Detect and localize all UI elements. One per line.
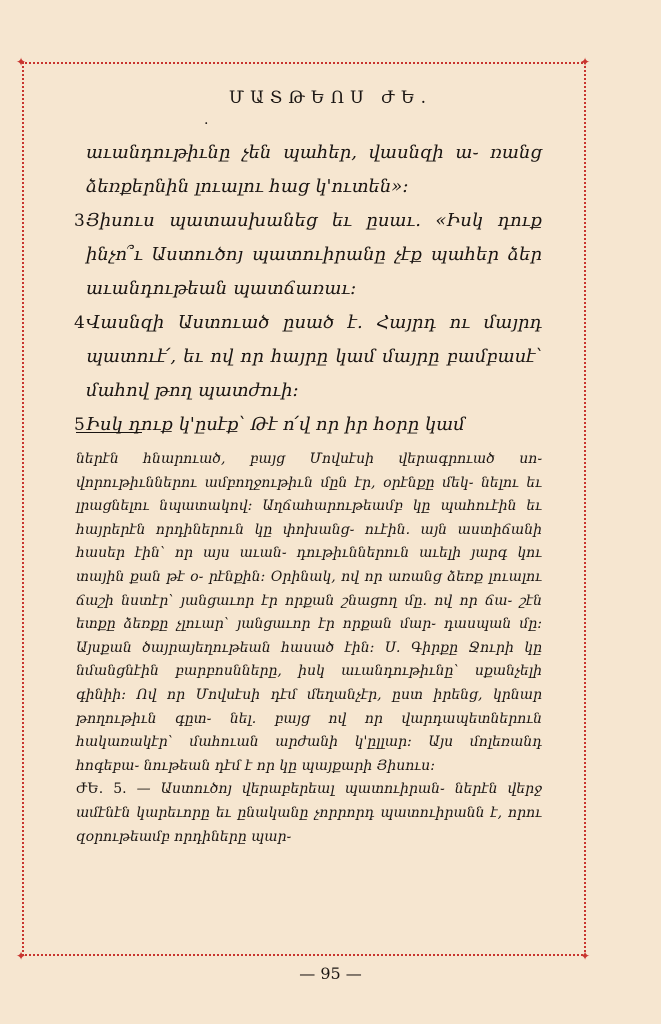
verse-number: 4	[74, 313, 85, 333]
border-corner-ornament: ✦	[580, 55, 591, 69]
verse-number: 3	[74, 211, 85, 231]
scripture-text	[74, 136, 542, 442]
border-corner-ornament: ✦	[580, 949, 591, 963]
verse-text: Իսկ դուք կ'ըսէք՝ Թէ ո՛վ որ իր հօրը կամ	[86, 414, 465, 435]
verse-5	[74, 408, 542, 442]
footnote-rule	[76, 432, 142, 433]
running-head: ՄԱՏԹԵՈՍ ԺԵ.	[228, 88, 433, 108]
border-corner-ornament: ✦	[16, 949, 27, 963]
footnotes	[76, 448, 542, 849]
verse-continuation: աւանդութիւնը չեն պահեր, վասնզի ա֊ ռանց ձեռքերնին լուալու հաց կ'ուտեն»։	[86, 142, 542, 197]
border-corner-ornament: ✦	[16, 55, 27, 69]
verse-4	[74, 306, 542, 408]
footnote-paragraph-2	[76, 778, 542, 849]
verse-text: Վասնզի Աստուած ըսած է. Հայրդ ու մայրդ պատուէ՛, եւ ով որ հայրը կամ մայրը բամբասէ՝ մահով թող պատժուի։	[86, 312, 542, 401]
footnote-reference: ԺԵ. 5.	[76, 781, 127, 798]
verse-3	[74, 204, 542, 306]
footnote-text: — Աստուծոյ վերաբերեալ պատուիրան֊ ներէն վերջ ամէնէն կարեւորը եւ ընականը չորրորդ պատուիրանն է, որու զօրութեամբ որդիները պար֊	[76, 781, 543, 845]
verse-text: Յիսուս պատասխանեց եւ ըսաւ. «Իսկ դուք ինչո՞ւ Աստուծոյ պատուիրանը չէք պահեր ձեր աւանդութեան պատճառաւ։	[86, 210, 542, 299]
page-number: — 95 —	[299, 964, 362, 983]
verse-number: 5	[74, 415, 85, 435]
head-dot: .	[204, 112, 209, 128]
footnote-paragraph: ներէն հնարուած, բայց Մովսէսի վերագրուած սո֊ վորութիւններու ամբողջութիւն մըն էր, օրէնքը մեկ֊ նելու եւ լրացնելու նպատակով։ Աղճահարութեամբ կը պահուէին եւ հայրերէն որդիներուն կը փոխանց֊ ուէին. այն աստիճանի հասեր էին՝ որ այս աւան֊ դութիւններուն աւելի յարգ կու տային քան թէ օ֊ րէնքին։ Օրինակ, ով որ առանց ձեռք լուալու ճաշի նստէր՝ յանցաւոր էր որքան շնացող մը. ով որ ճա֊ շէն ետքը ձեռքը չլուար՝ յանցաւոր էր որքան մար֊ դասպան մը։ Այսքան ծայրայեղութեան հասած էին։ Ս. Գիրքը Ջուրի կը նմանցնէին բարբոսնները, իսկ աւանդութիւնը՝ սքանչելի գինիի։ Ով որ Մովսէսի դէմ մեղանչէր, ըստ իրենց, կրնար թողութիւն գըտ֊ նել. բայց ով որ վարդապետներուն հակառակէր՝ մահուան արժանի կ'ըլլար։ Այս մոլեռանդ հոգեբա֊ նութեան դէմ է որ կը պայքարի Յիսուս։	[76, 451, 542, 774]
